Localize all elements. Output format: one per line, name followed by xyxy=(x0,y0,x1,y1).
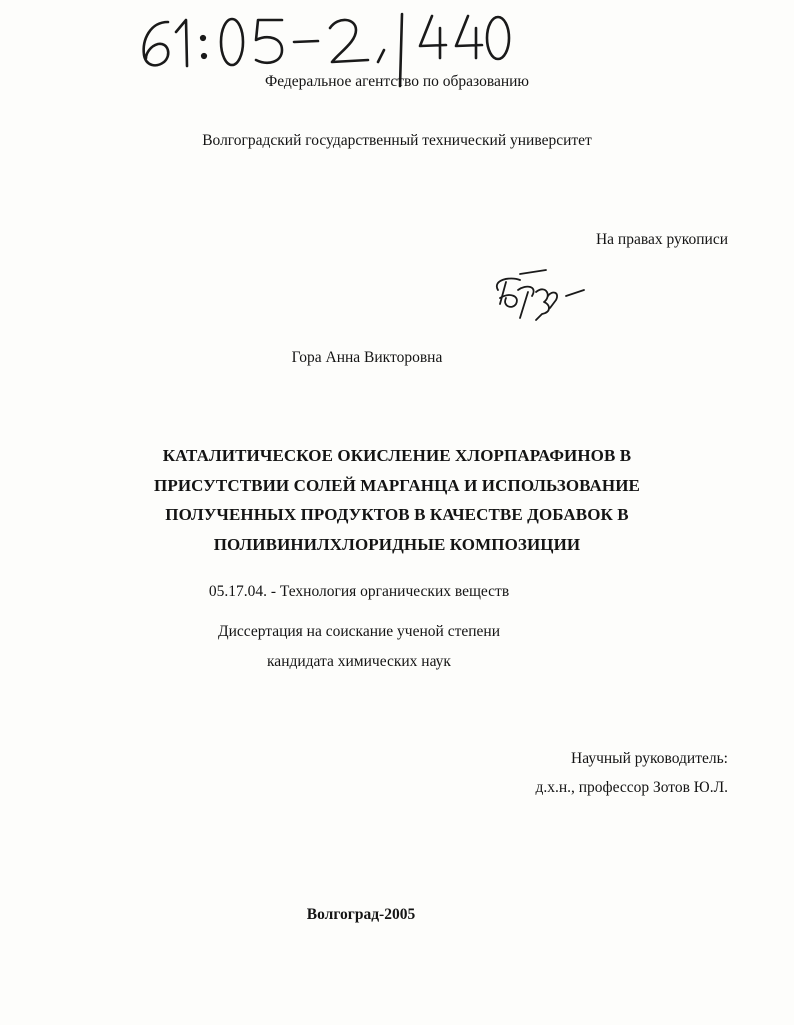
author-name: Гора Анна Викторовна xyxy=(291,349,443,366)
signature xyxy=(497,270,584,320)
title-line: ПОЛУЧЕННЫХ ПРОДУКТОВ В КАЧЕСТВЕ ДОБАВОК В xyxy=(165,505,629,524)
title-line: ПОЛИВИНИЛХЛОРИДНЫЕ КОМПОЗИЦИИ xyxy=(213,534,581,554)
specialty: 05.17.04. - Технология органических веществ xyxy=(208,583,510,600)
supervisor-label: Научный руководитель: xyxy=(571,750,728,767)
agency-name: Федеральное агентство по образованию xyxy=(264,73,530,90)
manuscript-note: На правах рукописи xyxy=(595,231,728,248)
place-year: Волгоград-2005 xyxy=(306,906,416,923)
dissertation-title xyxy=(0,441,794,559)
degree-line-2: кандидата химических наук xyxy=(267,653,451,670)
supervisor-name: д.х.н., профессор Зотов Ю.Л. xyxy=(535,779,728,796)
title-line: ПРИСУТСТВИИ СОЛЕЙ МАРГАНЦА И ИСПОЛЬЗОВАНИЕ xyxy=(154,475,640,495)
university-name: Волгоградский государственный технический университет xyxy=(202,132,592,149)
title-line: КАТАЛИТИЧЕСКОЕ ОКИСЛЕНИЕ ХЛОРПАРАФИНОВ В xyxy=(162,446,632,465)
degree-line-1: Диссертация на соискание ученой степени xyxy=(218,623,500,640)
